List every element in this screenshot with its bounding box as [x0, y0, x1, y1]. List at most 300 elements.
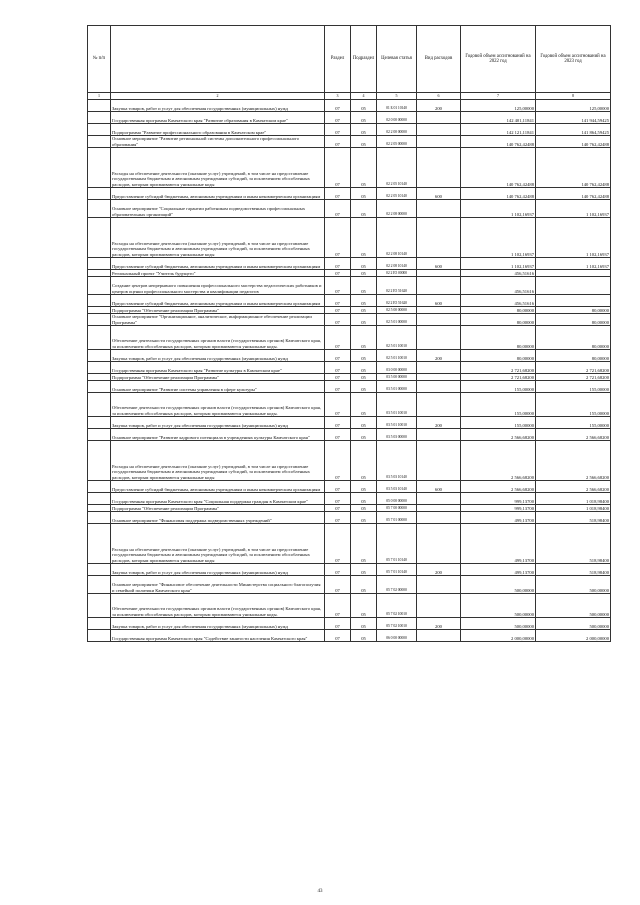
row-name: Закупка товаров, работ и услуг для обеспечения государственных (муниципальных) нужд [111, 350, 325, 362]
row-value-2023: 141 944,59425 [536, 112, 611, 124]
row-value-2023: 140 762,42488 [536, 136, 611, 148]
row-name: Основное мероприятие "Социальные гарантии работникам подведомственных профессиональных образовательных организаций" [111, 200, 325, 218]
row-name: Подпрограмма "Обеспечение реализации Программы" [111, 307, 325, 314]
row-value-2023: 80,00000 [536, 326, 611, 350]
row-razdel: 07 [325, 270, 351, 277]
row-num [88, 277, 111, 295]
row-value-2023: 500,00000 [536, 594, 611, 618]
row-value-2023: 2 000,00000 [536, 630, 611, 642]
row-razdel: 07 [325, 594, 351, 618]
row-value-2023: 80,00000 [536, 307, 611, 314]
table-row [88, 576, 611, 594]
row-name: Предоставление субсидий бюджетным, автономным учреждениям и иным некоммерческим организациям [111, 481, 325, 493]
row-podrazdel: 05 [351, 374, 377, 381]
row-value-2023: 155,00000 [536, 381, 611, 393]
table-row [88, 200, 611, 218]
header-tselevaya: Целевая статья [377, 26, 417, 93]
row-value-2023: 1 018,98400 [536, 493, 611, 505]
row-razdel: 07 [325, 188, 351, 200]
row-num [88, 314, 111, 326]
row-vid: 200 [417, 100, 461, 112]
row-podrazdel: 05 [351, 270, 377, 277]
row-razdel: 07 [325, 136, 351, 148]
row-tselevaya: 03 5 01 00000 [377, 381, 417, 393]
row-podrazdel: 05 [351, 441, 377, 481]
row-razdel: 07 [325, 314, 351, 326]
row-name: Расходы на обеспечение деятельности (оказание услуг) учреждений, в том числе на предоставление государственным бюджетным и автономным учреждениям субсидий, за исключением обособленных расходов, которым присваиваются уникальные коды [111, 524, 325, 564]
row-vid [417, 524, 461, 564]
row-podrazdel: 05 [351, 188, 377, 200]
table-row [88, 258, 611, 270]
row-tselevaya: 02 2 E5 51620 [377, 277, 417, 295]
row-vid [417, 381, 461, 393]
table-row [88, 314, 611, 326]
row-value-2023: 518,98400 [536, 564, 611, 576]
row-vid [417, 429, 461, 441]
row-num [88, 374, 111, 381]
row-num [88, 100, 111, 112]
row-tselevaya: 05 7 01 10140 [377, 524, 417, 564]
table-row [88, 564, 611, 576]
row-num [88, 258, 111, 270]
row-num [88, 493, 111, 505]
row-value-2023: 141 864,59425 [536, 124, 611, 136]
row-value-2023: 2 721,68200 [536, 374, 611, 381]
row-vid [417, 630, 461, 642]
col-number: 7 [461, 93, 536, 100]
header-num: № п/п [88, 26, 111, 93]
row-razdel: 07 [325, 200, 351, 218]
row-value-2022: 2 566,68200 [461, 441, 536, 481]
row-name: Основное мероприятие "Развитие системы управления в сфере культуры" [111, 381, 325, 393]
col-number: 4 [351, 93, 377, 100]
row-value-2023: 80,00000 [536, 350, 611, 362]
row-name: Расходы на обеспечение деятельности (оказание услуг) учреждений, в том числе на предоставление государственным бюджетным и автономным учреждениям субсидий, за исключением обособленных расходов, которым присваиваются уникальные коды [111, 148, 325, 188]
row-num [88, 393, 111, 417]
table-row [88, 362, 611, 374]
row-value-2022: 142 401,11841 [461, 112, 536, 124]
row-name: Подпрограмма "Обеспечение реализации Программы" [111, 505, 325, 512]
row-vid: 200 [417, 564, 461, 576]
table-header-row [88, 26, 611, 93]
row-value-2023: 125,00000 [536, 100, 611, 112]
table-row [88, 136, 611, 148]
row-value-2022: 142 121,11841 [461, 124, 536, 136]
row-value-2023 [536, 277, 611, 295]
row-name: Закупка товаров, работ и услуг для обеспечения государственных (муниципальных) нужд [111, 100, 325, 112]
col-number: 6 [417, 93, 461, 100]
row-razdel: 07 [325, 218, 351, 258]
row-name: Государственная программа Камчатского края "Социальная поддержка граждан в Камчатском крае" [111, 493, 325, 505]
row-vid [417, 270, 461, 277]
row-podrazdel: 05 [351, 112, 377, 124]
row-num [88, 594, 111, 618]
row-value-2022: 80,00000 [461, 314, 536, 326]
row-vid: 200 [417, 618, 461, 630]
table-row [88, 524, 611, 564]
row-value-2022: 999,13700 [461, 493, 536, 505]
row-vid [417, 441, 461, 481]
row-vid [417, 362, 461, 374]
row-num [88, 270, 111, 277]
row-podrazdel: 05 [351, 218, 377, 258]
row-razdel: 07 [325, 393, 351, 417]
row-value-2022: 500,00000 [461, 576, 536, 594]
row-vid: 200 [417, 417, 461, 429]
row-vid [417, 307, 461, 314]
row-tselevaya: 02 5 00 00000 [377, 307, 417, 314]
row-name: Основное мероприятие "Развитие региональной системы дополнительного профессионального образования" [111, 136, 325, 148]
row-value-2023: 2 566,68200 [536, 441, 611, 481]
row-tselevaya: 05 7 02 10010 [377, 618, 417, 630]
row-razdel: 07 [325, 148, 351, 188]
row-razdel: 07 [325, 493, 351, 505]
row-value-2023: 1 018,98400 [536, 505, 611, 512]
page-number: 43 [317, 889, 323, 894]
row-razdel: 07 [325, 481, 351, 493]
row-num [88, 326, 111, 350]
row-num [88, 564, 111, 576]
row-vid: 600 [417, 188, 461, 200]
row-value-2023: 500,00000 [536, 618, 611, 630]
row-podrazdel: 05 [351, 393, 377, 417]
row-name: Государственная программа Камчатского края "Развитие культуры в Камчатском крае" [111, 362, 325, 374]
row-podrazdel: 05 [351, 512, 377, 524]
row-tselevaya: 02 5 01 10010 [377, 326, 417, 350]
row-razdel: 07 [325, 429, 351, 441]
row-name: Закупка товаров, работ и услуг для обеспечения государственных (муниципальных) нужд [111, 417, 325, 429]
table-row [88, 630, 611, 642]
row-num [88, 218, 111, 258]
row-tselevaya: 02 5 01 00000 [377, 314, 417, 326]
table-row [88, 270, 611, 277]
row-name: Обеспечение деятельности государственных органов власти (государственных органов) Камчатского края, за исключением обособленных расходов, которым присваиваются уникальные коды. [111, 594, 325, 618]
row-vid [417, 314, 461, 326]
row-value-2022: 80,00000 [461, 307, 536, 314]
row-vid [417, 277, 461, 295]
row-tselevaya: 03 0 00 00000 [377, 362, 417, 374]
row-num [88, 307, 111, 314]
table-row [88, 393, 611, 417]
row-podrazdel: 05 [351, 350, 377, 362]
header-2022: Годовой объем ассигнований на 2022 год [461, 26, 536, 93]
row-value-2023: 518,98400 [536, 524, 611, 564]
row-tselevaya: 03 5 03 10140 [377, 441, 417, 481]
row-value-2023: 155,00000 [536, 417, 611, 429]
row-podrazdel: 05 [351, 258, 377, 270]
row-num [88, 429, 111, 441]
table-row [88, 417, 611, 429]
row-vid [417, 136, 461, 148]
row-podrazdel: 05 [351, 362, 377, 374]
row-value-2022: 1 102,16937 [461, 258, 536, 270]
row-num [88, 112, 111, 124]
row-razdel: 07 [325, 277, 351, 295]
row-tselevaya: 05 7 00 00000 [377, 505, 417, 512]
row-name: Закупка товаров, работ и услуг для обеспечения государственных (муниципальных) нужд [111, 618, 325, 630]
row-razdel: 07 [325, 417, 351, 429]
row-name: Основное мероприятие "Финансовая поддержка подведомственных учреждений" [111, 512, 325, 524]
row-value-2023 [536, 295, 611, 307]
row-razdel: 07 [325, 326, 351, 350]
row-vid [417, 493, 461, 505]
row-num [88, 200, 111, 218]
row-value-2022: 2 000,00000 [461, 630, 536, 642]
header-name [111, 26, 325, 93]
row-podrazdel: 05 [351, 576, 377, 594]
row-value-2022: 999,13700 [461, 505, 536, 512]
col-number: 3 [325, 93, 351, 100]
row-value-2022: 155,00000 [461, 381, 536, 393]
row-podrazdel: 05 [351, 594, 377, 618]
row-vid [417, 512, 461, 524]
row-razdel: 07 [325, 350, 351, 362]
row-podrazdel: 05 [351, 524, 377, 564]
row-name: Обеспечение деятельности государственных органов власти (государственных органов) Камчатского края, за исключением обособленных расходов, которым присваиваются уникальные коды. [111, 326, 325, 350]
row-name: Основное мероприятие "Организационное, аналитическое, информационное обеспечение реализации Программы" [111, 314, 325, 326]
row-value-2022: 500,00000 [461, 618, 536, 630]
row-razdel: 07 [325, 618, 351, 630]
row-value-2023: 500,00000 [536, 576, 611, 594]
row-value-2023: 140 762,42488 [536, 188, 611, 200]
row-num [88, 295, 111, 307]
row-tselevaya: 02 2 08 00000 [377, 200, 417, 218]
row-vid [417, 326, 461, 350]
row-name: Предоставление субсидий бюджетным, автономным учреждениям и иным некоммерческим организациям [111, 258, 325, 270]
row-value-2022: 125,00000 [461, 100, 536, 112]
row-razdel: 07 [325, 564, 351, 576]
header-vid: Вид расходов [417, 26, 461, 93]
row-podrazdel: 05 [351, 277, 377, 295]
row-tselevaya: 05 7 02 00000 [377, 576, 417, 594]
column-number-row [88, 93, 611, 100]
row-razdel: 07 [325, 381, 351, 393]
row-name: Государственная программа Камчатского края "Содействие занятости населения Камчатского края" [111, 630, 325, 642]
row-razdel: 07 [325, 100, 351, 112]
row-name: Закупка товаров, работ и услуг для обеспечения государственных (муниципальных) нужд [111, 564, 325, 576]
row-num [88, 148, 111, 188]
row-razdel: 07 [325, 124, 351, 136]
row-podrazdel: 05 [351, 136, 377, 148]
row-num [88, 350, 111, 362]
row-razdel: 07 [325, 441, 351, 481]
table-row [88, 124, 611, 136]
row-num [88, 381, 111, 393]
row-tselevaya: 03 5 03 00000 [377, 429, 417, 441]
row-name: Подпрограмма "Развитие профессионального образования в Камчатском крае" [111, 124, 325, 136]
row-value-2022: 140 762,42488 [461, 136, 536, 148]
row-razdel: 07 [325, 630, 351, 642]
row-value-2023 [536, 270, 611, 277]
table-row [88, 441, 611, 481]
row-tselevaya: 03 5 03 10140 [377, 481, 417, 493]
row-name: Расходы на обеспечение деятельности (оказание услуг) учреждений, в том числе на предоставление государственным бюджетным и автономным учреждениям субсидий, за исключением обособленных расходов, которым присваиваются уникальные коды [111, 218, 325, 258]
row-vid: 600 [417, 481, 461, 493]
table-row [88, 326, 611, 350]
row-podrazdel: 05 [351, 295, 377, 307]
row-tselevaya: 05 7 01 10140 [377, 564, 417, 576]
row-vid [417, 374, 461, 381]
row-value-2022: 1 102,16937 [461, 218, 536, 258]
row-value-2023: 2 566,68200 [536, 481, 611, 493]
row-value-2022: 155,00000 [461, 393, 536, 417]
budget-table-sheet [87, 25, 610, 642]
row-value-2022: 155,00000 [461, 417, 536, 429]
row-razdel: 07 [325, 362, 351, 374]
row-num [88, 630, 111, 642]
row-value-2023: 155,00000 [536, 393, 611, 417]
row-num [88, 505, 111, 512]
row-razdel: 07 [325, 374, 351, 381]
table-row [88, 188, 611, 200]
row-razdel: 07 [325, 258, 351, 270]
row-tselevaya: 03 5 00 00000 [377, 374, 417, 381]
row-podrazdel: 05 [351, 417, 377, 429]
row-value-2022: 80,00000 [461, 326, 536, 350]
row-value-2022: 140 762,42488 [461, 188, 536, 200]
row-razdel: 07 [325, 295, 351, 307]
row-vid [417, 393, 461, 417]
row-tselevaya: 02 2 00 00000 [377, 124, 417, 136]
row-name: Предоставление субсидий бюджетным, автономным учреждениям и иным некоммерческим организациям [111, 295, 325, 307]
col-number: 2 [111, 93, 325, 100]
row-name: Подпрограмма "Обеспечение реализации Программы" [111, 374, 325, 381]
header-razdel: Раздел [325, 26, 351, 93]
row-podrazdel: 05 [351, 429, 377, 441]
row-vid: 600 [417, 295, 461, 307]
row-value-2022: 2 566,68200 [461, 429, 536, 441]
row-num [88, 362, 111, 374]
row-num [88, 524, 111, 564]
row-vid: 600 [417, 258, 461, 270]
row-value-2023: 518,98400 [536, 512, 611, 524]
row-razdel: 07 [325, 512, 351, 524]
row-name: Региональный проект "Учитель будущего" [111, 270, 325, 277]
row-value-2023: 1 102,16937 [536, 200, 611, 218]
row-podrazdel: 05 [351, 505, 377, 512]
table-row [88, 277, 611, 295]
row-vid [417, 505, 461, 512]
row-tselevaya: 02 2 E5 51620 [377, 295, 417, 307]
row-value-2023: 80,00000 [536, 314, 611, 326]
row-name: Основное мероприятие "Развитие кадрового потенциала в учреждениях культуры Камчатского края" [111, 429, 325, 441]
row-podrazdel: 05 [351, 200, 377, 218]
header-2023: Годовой объем ассигнований на 2023 год [536, 26, 611, 93]
row-num [88, 576, 111, 594]
row-tselevaya: 01 Б 01 10140 [377, 100, 417, 112]
row-podrazdel: 05 [351, 564, 377, 576]
table-row [88, 350, 611, 362]
row-name: Создание центров непрерывного повышения профессионального мастерства педагогических работников и центров оценки профессионального мастерства и квалификации педагогов [111, 277, 325, 295]
row-tselevaya: 02 2 E5 00000 [377, 270, 417, 277]
row-vid [417, 576, 461, 594]
row-num [88, 124, 111, 136]
row-tselevaya: 02 2 08 10140 [377, 218, 417, 258]
row-tselevaya: 03 5 01 10010 [377, 393, 417, 417]
row-num [88, 512, 111, 524]
row-podrazdel: 05 [351, 326, 377, 350]
row-tselevaya: 02 5 01 10010 [377, 350, 417, 362]
table-row [88, 618, 611, 630]
col-number: 8 [536, 93, 611, 100]
row-value-2023: 1 102,16937 [536, 218, 611, 258]
table-row [88, 594, 611, 618]
row-podrazdel: 05 [351, 100, 377, 112]
table-row [88, 512, 611, 524]
row-value-2022: 499,13700 [461, 512, 536, 524]
row-podrazdel: 05 [351, 618, 377, 630]
row-vid [417, 594, 461, 618]
table-row [88, 429, 611, 441]
table-row [88, 112, 611, 124]
row-name: Предоставление субсидий бюджетным, автономным учреждениям и иным некоммерческим организациям [111, 188, 325, 200]
header-podrazdel: Подраздел [351, 26, 377, 93]
row-podrazdel: 05 [351, 493, 377, 505]
col-number: 1 [88, 93, 111, 100]
row-tselevaya: 02 2 05 10140 [377, 188, 417, 200]
row-value-2023: 140 762,42488 [536, 148, 611, 188]
row-value-2022: 500,00000 [461, 594, 536, 618]
table-row [88, 493, 611, 505]
row-value-2022: 456,51616 [461, 270, 536, 277]
row-tselevaya: 05 0 00 00000 [377, 493, 417, 505]
row-tselevaya: 06 0 00 00000 [377, 630, 417, 642]
row-podrazdel: 05 [351, 630, 377, 642]
row-num [88, 441, 111, 481]
table-row [88, 100, 611, 112]
row-razdel: 07 [325, 307, 351, 314]
row-num [88, 618, 111, 630]
row-value-2023: 2 721,68200 [536, 362, 611, 374]
row-podrazdel: 05 [351, 381, 377, 393]
table-row [88, 505, 611, 512]
row-value-2022: 1 102,16937 [461, 200, 536, 218]
row-razdel: 07 [325, 576, 351, 594]
row-razdel: 07 [325, 524, 351, 564]
row-tselevaya: 02 0 00 00000 [377, 112, 417, 124]
table-row [88, 148, 611, 188]
row-tselevaya: 02 2 05 10140 [377, 148, 417, 188]
row-podrazdel: 05 [351, 124, 377, 136]
row-podrazdel: 05 [351, 148, 377, 188]
row-vid [417, 112, 461, 124]
row-vid [417, 124, 461, 136]
row-name: Обеспечение деятельности государственных органов власти (государственных органов) Камчатского края, за исключением обособленных расходов, которым присваиваются уникальные коды. [111, 393, 325, 417]
row-vid [417, 200, 461, 218]
row-num [88, 136, 111, 148]
row-value-2023: 1 102,16937 [536, 258, 611, 270]
row-name: Расходы на обеспечение деятельности (оказание услуг) учреждений, в том числе на предоставление государственным бюджетным и автономным учреждениям субсидий, за исключением обособленных расходов, которым присваиваются уникальные коды [111, 441, 325, 481]
row-vid [417, 218, 461, 258]
row-vid [417, 148, 461, 188]
table-row [88, 481, 611, 493]
row-value-2022: 2 721,68200 [461, 362, 536, 374]
row-podrazdel: 05 [351, 307, 377, 314]
row-name: Государственная программа Камчатского края "Развитие образования в Камчатском крае" [111, 112, 325, 124]
table-row [88, 374, 611, 381]
table-row [88, 381, 611, 393]
row-tselevaya: 05 7 02 10010 [377, 594, 417, 618]
table-row [88, 218, 611, 258]
row-value-2022: 456,51616 [461, 277, 536, 295]
row-num [88, 417, 111, 429]
row-vid: 200 [417, 350, 461, 362]
row-value-2022: 456,51616 [461, 295, 536, 307]
row-value-2022: 2 721,68200 [461, 374, 536, 381]
row-name: Основное мероприятие "Финансовое обеспечение деятельности Министерства социального благополучия и семейной политики Камчатского края" [111, 576, 325, 594]
row-podrazdel: 05 [351, 481, 377, 493]
row-value-2022: 140 762,42488 [461, 148, 536, 188]
